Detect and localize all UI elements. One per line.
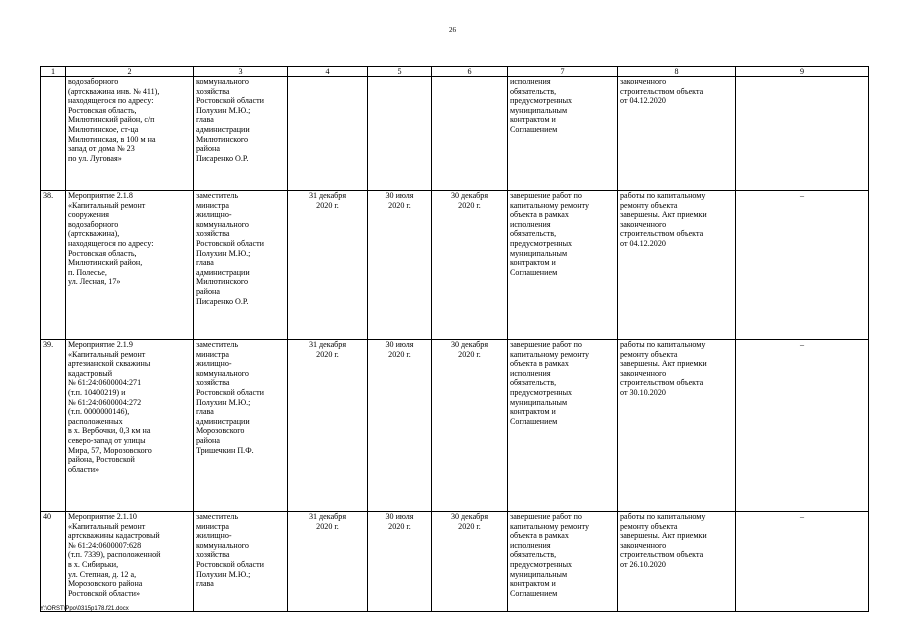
- column-header: 9: [736, 67, 869, 77]
- responsible-cell: заместитель министра жилищно- коммунального хозяйства Ростовской области Полухин М.Ю.; глава администрации Милютинского района Писаренко О.Р.: [194, 191, 288, 340]
- column-header: 8: [618, 67, 736, 77]
- note-cell: [736, 77, 869, 191]
- column-header: 5: [368, 67, 432, 77]
- event-cell: Мероприятие 2.1.10 «Капитальный ремонт артскважины кадастровый № 61:24:0600007:628 (т.п. 7339), расположенной в х. Сибирьки, ул. Степная, д. 12 а, Морозовского района Ростовской области»: [66, 512, 194, 612]
- actual-result-cell: работы по капитальному ремонту объекта завершены. Акт приемки законченного строительством объекта от 26.10.2020: [618, 512, 736, 612]
- actual-date-cell: 30 декабря 2020 г.: [432, 191, 508, 340]
- row-number: [41, 77, 66, 191]
- responsible-cell: заместитель министра жилищно- коммунального хозяйства Ростовской области Полухин М.Ю.; глава: [194, 512, 288, 612]
- column-header: 2: [66, 67, 194, 77]
- row-number: 40: [41, 512, 66, 612]
- file-path-footer: Y:\ORST\Ppo\0315p178.f21.docx: [40, 606, 129, 612]
- table-row: [41, 191, 869, 340]
- actual-date-cell: [432, 77, 508, 191]
- plan-date-cell: [368, 77, 432, 191]
- deadline-cell: 31 декабря 2020 г.: [288, 512, 368, 612]
- report-table: [40, 66, 869, 612]
- actual-result-cell: законченного строительством объекта от 04.12.2020: [618, 77, 736, 191]
- actual-result-cell: работы по капитальному ремонту объекта завершены. Акт приемки законченного строительством объекта от 04.12.2020: [618, 191, 736, 340]
- note-cell: –: [736, 191, 869, 340]
- row-number: 39.: [41, 340, 66, 512]
- table-header-row: [41, 67, 869, 77]
- column-header: 3: [194, 67, 288, 77]
- actual-date-cell: 30 декабря 2020 г.: [432, 512, 508, 612]
- deadline-cell: 31 декабря 2020 г.: [288, 191, 368, 340]
- table-row: [41, 512, 869, 612]
- event-cell: Мероприятие 2.1.8 «Капитальный ремонт сооружения водозаборного (артскважина), находящегося по адресу: Ростовская область, Милютинский район, п. Полесье, ул. Лесная, 17»: [66, 191, 194, 340]
- event-cell: Мероприятие 2.1.9 «Капитальный ремонт артезианской скважины кадастровый № 61:24:0600004:271 (т.п. 10400219) и № 61:24:0600004:272 (т.п. 0000000146), расположенных в х. Вербочки, 0,3 км на северо-запад от улицы Мира, 57, Морозовского района, Ростовской области»: [66, 340, 194, 512]
- column-header: 4: [288, 67, 368, 77]
- note-cell: –: [736, 340, 869, 512]
- deadline-cell: 31 декабря 2020 г.: [288, 340, 368, 512]
- expected-result-cell: завершение работ по капитальному ремонту объекта в рамках исполнения обязательств, предусмотренных муниципальным контрактом и Соглашением: [508, 340, 618, 512]
- actual-result-cell: работы по капитальному ремонту объекта завершены. Акт приемки законченного строительством объекта от 30.10.2020: [618, 340, 736, 512]
- expected-result-cell: завершение работ по капитальному ремонту объекта в рамках исполнения обязательств, предусмотренных муниципальным контрактом и Соглашением: [508, 191, 618, 340]
- actual-date-cell: 30 декабря 2020 г.: [432, 340, 508, 512]
- column-header: 6: [432, 67, 508, 77]
- responsible-cell: заместитель министра жилищно- коммунального хозяйства Ростовской области Полухин М.Ю.; глава администрации Морозовского района Тришечкин П.Ф.: [194, 340, 288, 512]
- expected-result-cell: исполнения обязательств, предусмотренных муниципальным контрактом и Соглашением: [508, 77, 618, 191]
- column-header: 1: [41, 67, 66, 77]
- plan-date-cell: 30 июля 2020 г.: [368, 340, 432, 512]
- deadline-cell: [288, 77, 368, 191]
- event-cell: водозаборного (артскважина инв. № 411), находящегося по адресу: Ростовская область, Милютинский район, с/п Милютинское, ст-ца Милютинская, в 100 м на запад от дома № 23 по ул. Луговая»: [66, 77, 194, 191]
- row-number: 38.: [41, 191, 66, 340]
- expected-result-cell: завершение работ по капитальному ремонту объекта в рамках исполнения обязательств, предусмотренных муниципальным контрактом и Соглашением: [508, 512, 618, 612]
- plan-date-cell: 30 июля 2020 г.: [368, 512, 432, 612]
- table-row: [41, 340, 869, 512]
- note-cell: –: [736, 512, 869, 612]
- column-header: 7: [508, 67, 618, 77]
- page-number: 26: [449, 26, 456, 34]
- responsible-cell: коммунального хозяйства Ростовской области Полухин М.Ю.; глава администрации Милютинского района Писаренко О.Р.: [194, 77, 288, 191]
- plan-date-cell: 30 июля 2020 г.: [368, 191, 432, 340]
- table-row: [41, 77, 869, 191]
